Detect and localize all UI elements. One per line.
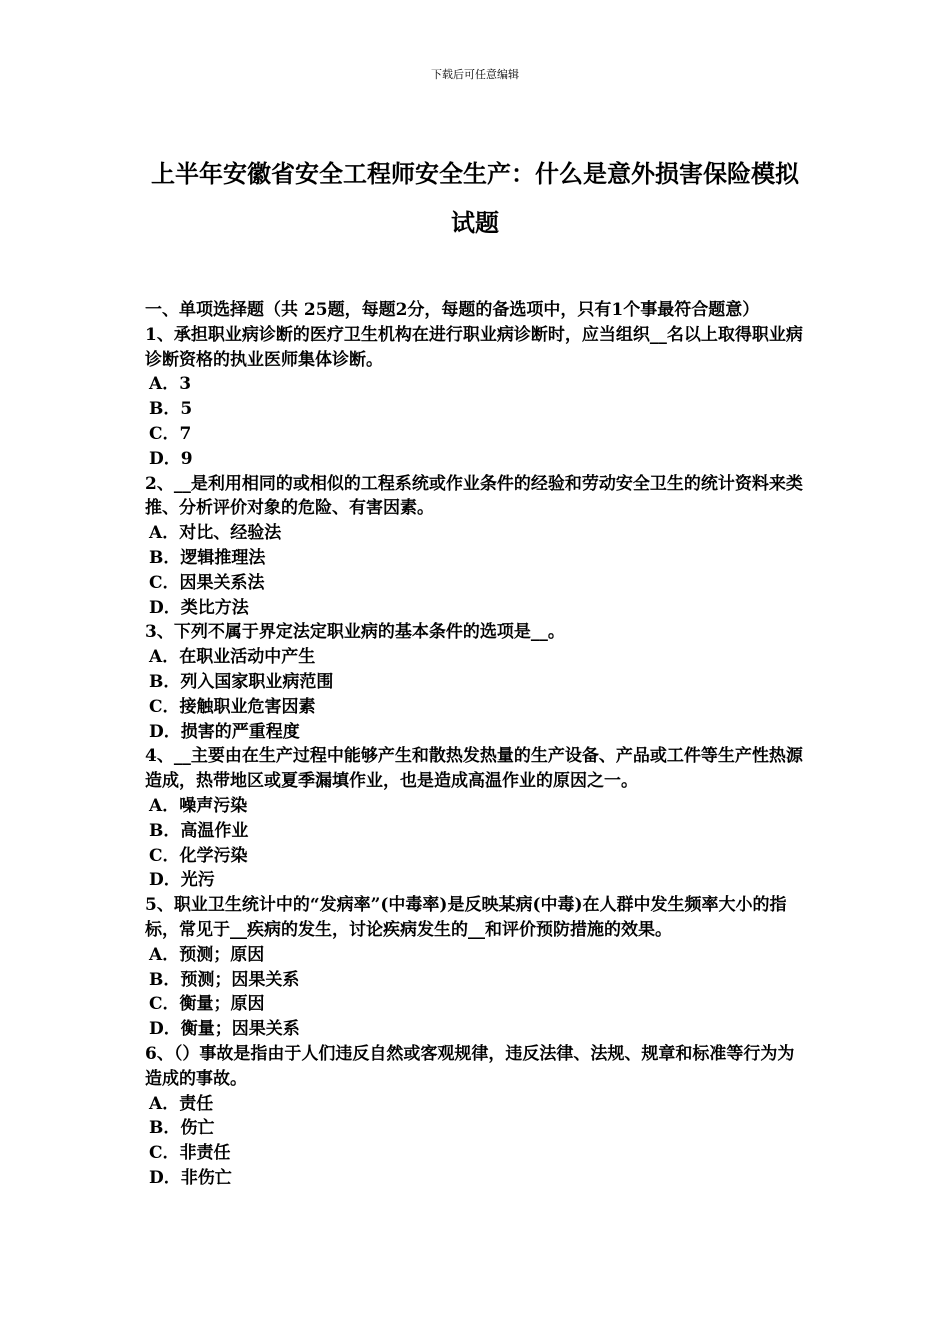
option-b: B．列入国家职业病范围 xyxy=(149,671,334,692)
option-a: A．预测；原因 xyxy=(149,944,265,965)
option-c: C．7 xyxy=(149,423,192,444)
option-d: D．类比方法 xyxy=(149,597,249,618)
option-c: C．衡量；原因 xyxy=(149,994,265,1015)
question-stem: 2、__是利用相同的或相似的工程系统或作业条件的经验和劳动安全卫生的统计资料来类推、分析评价对象的危险、有害因素。 xyxy=(145,473,803,519)
question-5 xyxy=(145,893,807,1042)
question-3 xyxy=(145,620,807,744)
option-c: C．因果关系法 xyxy=(149,572,265,593)
option-d: D．损害的严重程度 xyxy=(149,721,300,742)
question-2 xyxy=(145,472,807,621)
option-c: C．非责任 xyxy=(149,1143,231,1164)
question-stem: 6、（）事故是指由于人们违反自然或客观规律，违反法律、法规、规章和标准等行为为造成的事故。 xyxy=(145,1043,795,1089)
option-a: A．在职业活动中产生 xyxy=(149,647,316,668)
page-header-note: 下载后可任意编辑 xyxy=(431,68,519,81)
document-title: 上半年安徽省安全工程师安全生产：什么是意外损害保险模拟试题 xyxy=(151,160,799,237)
option-a: A．3 xyxy=(149,374,192,395)
option-c: C．接触职业危害因素 xyxy=(149,696,316,717)
option-d: D．光污 xyxy=(149,870,215,891)
question-stem: 5、职业卫生统计中的“发病率”(中毒率)是反映某病(中毒)在人群中发生频率大小的指标，常见于__疾病的发生，讨论疾病发生的__和评价预防措施的效果。 xyxy=(145,895,787,940)
option-a: A．责任 xyxy=(149,1093,214,1114)
option-d: D．非伤亡 xyxy=(149,1167,232,1188)
question-4 xyxy=(145,744,807,893)
option-b: B．伤亡 xyxy=(149,1118,215,1139)
option-b: B．预测；因果关系 xyxy=(149,969,300,990)
question-stem: 3、下列不属于界定法定职业病的基本条件的选项是__。 xyxy=(145,622,565,643)
option-b: B．5 xyxy=(149,399,193,420)
document-body xyxy=(145,298,807,1191)
question-6 xyxy=(145,1042,807,1191)
option-a: A．对比、经验法 xyxy=(149,523,282,544)
option-b: B．高温作业 xyxy=(149,820,249,841)
question-stem: 4、__主要由在生产过程中能够产生和散热发热量的生产设备、产品或工件等生产性热源造成，热带地区或夏季漏填作业，也是造成高温作业的原因之一。 xyxy=(145,746,803,792)
option-b: B．逻辑推理法 xyxy=(149,547,266,568)
option-d: D．9 xyxy=(149,448,193,469)
option-d: D．衡量；因果关系 xyxy=(149,1019,300,1040)
question-1 xyxy=(145,323,807,472)
section-heading: 一、单项选择题（共 25题，每题2分，每题的备选项中，只有1个事最符合题意） xyxy=(145,300,760,320)
question-stem: 1、承担职业病诊断的医疗卫生机构在进行职业病诊断时，应当组织__名以上取得职业病诊断资格的执业医师集体诊断。 xyxy=(145,324,803,370)
option-a: A．噪声污染 xyxy=(149,795,248,816)
option-c: C．化学污染 xyxy=(149,845,248,866)
